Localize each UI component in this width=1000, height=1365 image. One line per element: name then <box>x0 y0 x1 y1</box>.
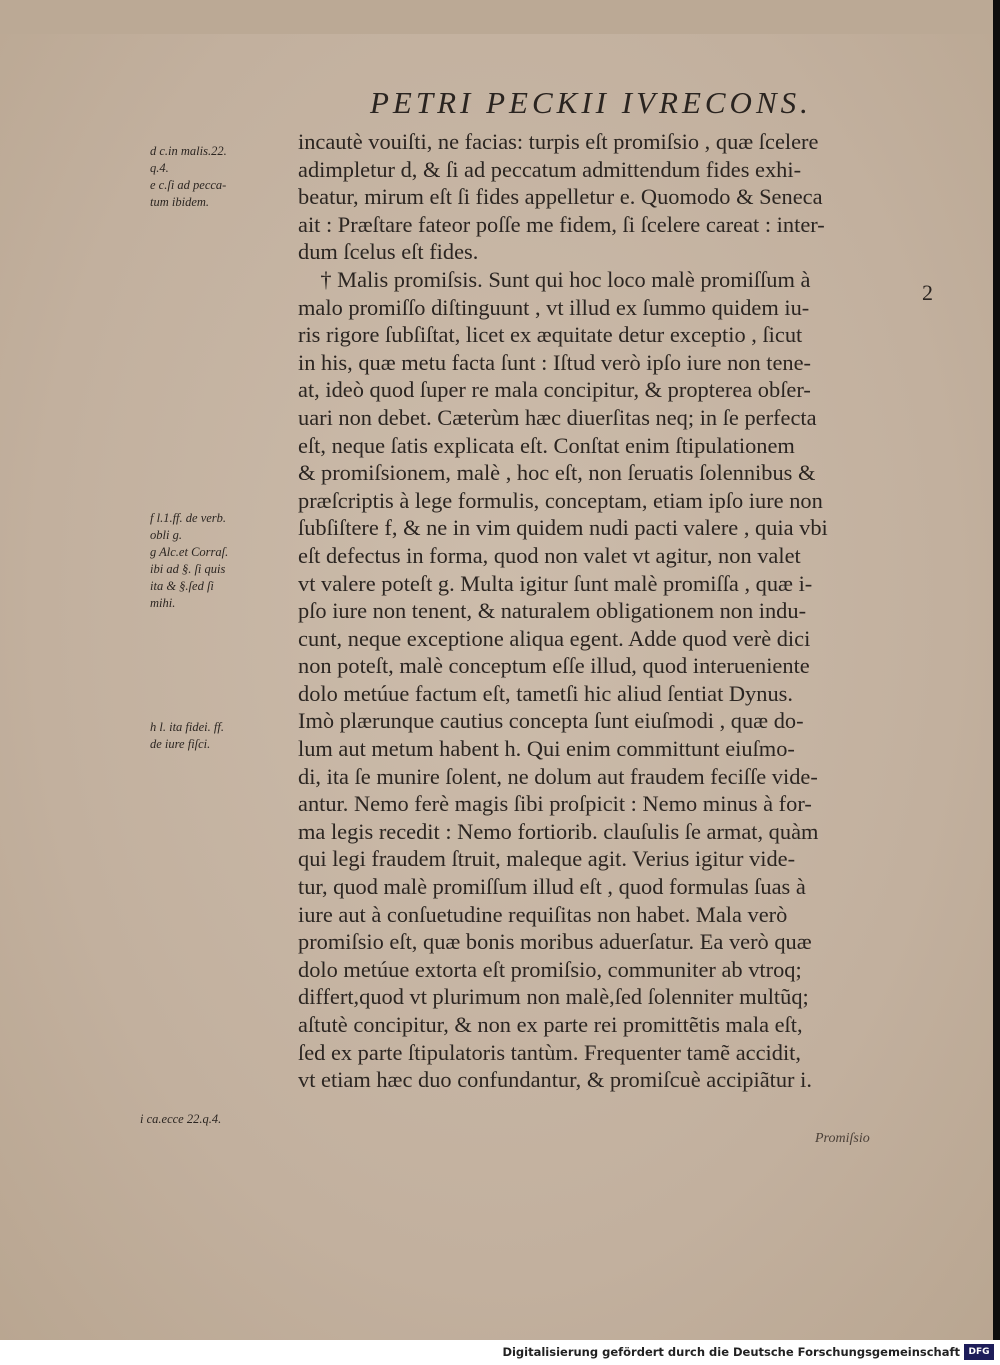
text-line: pſo iure non tenent, & naturalem obligationem non indu- <box>298 598 807 624</box>
text-line: ſed ex parte ſtipulatoris tantùm. Frequenter tamẽ accidit, <box>298 1039 801 1065</box>
text-line: beatur, mirum eſt ſi fides appelletur e. Quomodo & Seneca <box>298 184 823 210</box>
text-line: malo promiſſo diſtinguunt , vt illud ex ſummo quidem iu- <box>298 294 810 320</box>
dfg-logo-icon: DFG <box>964 1344 994 1360</box>
catchword: Promiſsio <box>815 1131 870 1146</box>
marginal-note-f-g: f l.1.ff. de verb. obli g. g Alc.et Corraſ. ibi ad §. ſi quis ita & §.ſed ſi mihi. <box>150 510 229 610</box>
text-line: adimpletur d, & ſi ad peccatum admittendum fides exhi- <box>298 156 802 182</box>
footer-bar <box>0 1340 1000 1365</box>
text-line: vt valere poteſt g. Multa igitur ſunt malè promiſſa , quæ i- <box>298 570 813 596</box>
marginal-note-h: h l. ita fidei. ff. de iure fiſci. <box>150 719 224 751</box>
marginal-note-d-e: d c.in malis.22. q.4. e c.ſi ad pecca- tum ibidem. <box>150 143 227 209</box>
marginal-note-i: i ca.ecce 22.q.4. <box>140 1111 222 1126</box>
text-line: præſcriptis à lege formulis, conceptam, etiam ipſo iure non <box>298 487 823 513</box>
text-line: differt,quod vt plurimum non malè,ſed ſolenniter multũq; <box>298 984 809 1010</box>
text-line: dolo metúue extorta eſt promiſsio, communiter ab vtroq; <box>298 956 802 982</box>
scan-top-edge <box>0 0 993 34</box>
text-line: aſtutè concipitur, & non ex parte rei promittẽtis mala eſt, <box>298 1012 803 1037</box>
text-line: ma legis recedit : Nemo fortiorib. clauſulis ſe armat, quàm <box>298 818 819 844</box>
text-line: incautè vouiſti, ne facias: turpis eſt promiſsio , quæ ſcelere <box>298 129 819 154</box>
text-line: cunt, neque exceptione aliqua egent. Adde quod verè dici <box>298 625 811 651</box>
text-line: ſubſiſtere f, & ne in vim quidem nudi pacti valere , quia vbi <box>298 515 828 541</box>
text-line: promiſsio eſt, quæ bonis moribus aduerſatur. Ea verò quæ <box>298 929 812 955</box>
text-line: vt etiam hæc duo confundantur, & promiſcuè accipiãtur i. <box>298 1067 812 1093</box>
text-line: in his, quæ metu facta ſunt : Iſtud verò ipſo iure non tene- <box>298 349 812 375</box>
footer-credit: Digitalisierung gefördert durch die Deutsche Forschungsgemeinschaft <box>502 1345 960 1359</box>
text-line: eſt, neque ſatis explicata eſt. Conſtat enim ſtipulationem <box>298 432 795 458</box>
text-line: lum aut metum habent h. Qui enim committunt eiuſmo- <box>298 736 795 762</box>
main-text-block <box>298 128 918 1094</box>
text-line: & promiſsionem, malè , hoc eſt, non ſeruatis ſolennibus & <box>298 460 816 486</box>
note-number: 2 <box>922 280 933 305</box>
text-line: † Malis promiſsis. Sunt qui hoc loco malè promiſſum à <box>298 266 811 292</box>
text-line: ait : Præſtare fateor poſſe me fidem, ſi ſcelere careat : inter- <box>298 211 825 237</box>
text-line: eſt defectus in forma, quod non valet vt agitur, non valet <box>298 542 801 568</box>
text-line: uari non debet. Cæterùm hæc diuerſitas neq; in ſe perfecta <box>298 404 817 430</box>
text-line: di, ita ſe munire ſolent, ne dolum aut fraudem feciſſe vide- <box>298 763 818 789</box>
running-head: PETRI PECKII IVRECONS. <box>370 85 812 120</box>
text-line: ris rigore ſubſiſtat, licet ex æquitate detur exceptio , ſicut <box>298 322 803 348</box>
text-line: antur. Nemo ferè magis ſibi proſpicit : Nemo minus à for- <box>298 791 812 817</box>
text-line: iure aut à conſuetudine requiſitas non habet. Mala verò <box>298 901 788 927</box>
text-line: at, ideò quod ſuper re mala concipitur, & propterea obſer- <box>298 377 811 403</box>
text-line: qui legi fraudem ſtruit, maleque agit. Verius igitur vide- <box>298 846 796 872</box>
text-line: non poteſt, malè conceptum eſſe illud, quod interueniente <box>298 653 810 679</box>
text-line: dum ſcelus eſt fides. <box>298 239 479 265</box>
text-line: Imò plærunque cautius concepta ſunt eiuſmodi , quæ do- <box>298 708 804 734</box>
text-line: dolo metúue factum eſt, tametſi hic aliud ſentiat Dynus. <box>298 680 793 706</box>
text-line: tur, quod malè promiſſum illud eſt , quod formulas ſuas à <box>298 874 806 900</box>
